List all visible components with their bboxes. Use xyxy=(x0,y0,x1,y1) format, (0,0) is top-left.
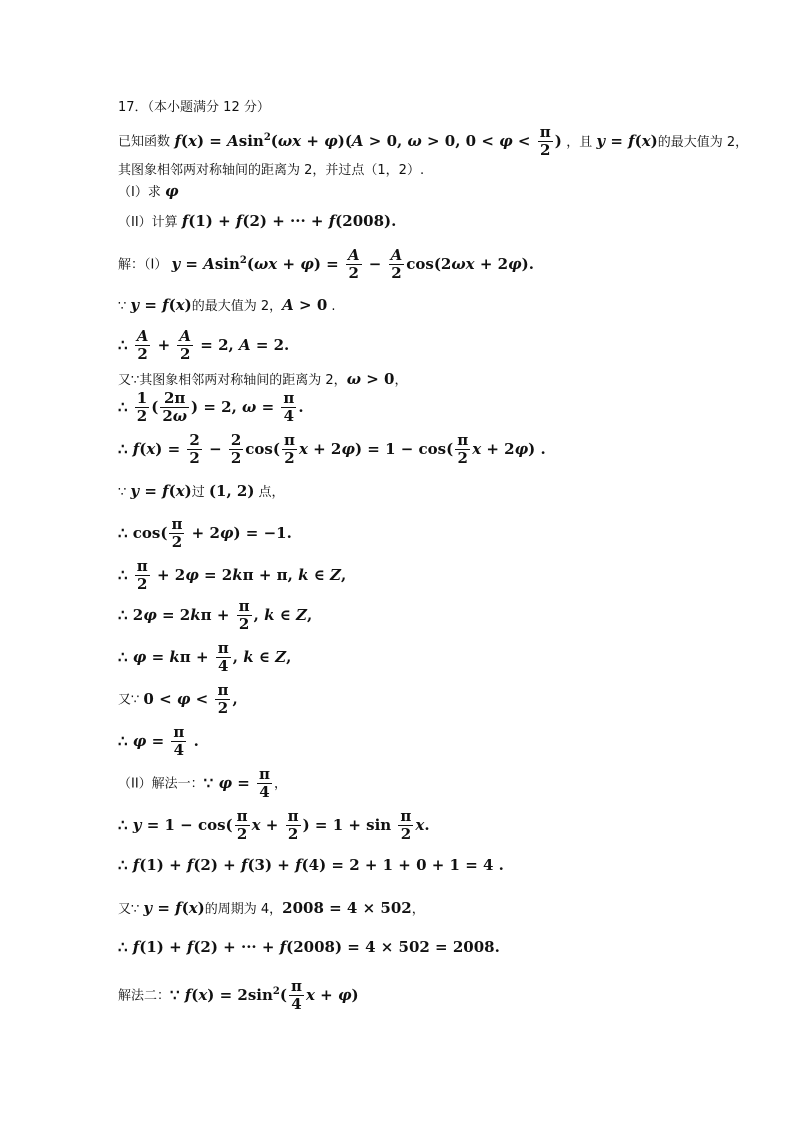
solution-step-11: ∴ φ = kπ + $\frac{\pi}{4}$ , k ∈ Z, xyxy=(118,639,292,675)
solution-step-17: 又∵ y = f(x)的周期为 4，2008 = 4 × 502， xyxy=(118,899,425,917)
solution-step-8: ∴ cos( $\frac{\pi}{2}$ + 2φ) = −1. xyxy=(118,515,292,551)
solution-step-2: ∵ y = f(x)的最大值为 2，A > 0 . xyxy=(118,296,336,314)
solution-step-16: ∴ f(1) + f(2) + f(3) + f(4) = 2 + 1 + 0 + 1 = 4 . xyxy=(118,856,504,874)
given-expression: f(x) = Asin$^2$(ωx + φ)(A > 0, ω > 0, 0 < φ < $\frac{\pi}{2}$ ) xyxy=(174,123,562,159)
solution-step-10: ∴ 2φ = 2kπ + $\frac{\pi}{2}$ , k ∈ Z, xyxy=(118,597,313,633)
problem-header: 17．（本小题满分 12 分） xyxy=(118,100,270,115)
solution-step-3: ∴ $\frac{A}{2}$ + $\frac{A}{2}$ = 2, A = 2. xyxy=(118,327,290,363)
given-suffix: ，且 y = f(x)的最大值为 2， xyxy=(566,131,749,150)
solution-step-1: 解：（I） y = Asin$^2$(ωx + φ) = $\frac{A}{2}$ − $\frac{A}{2}$ cos(2ωx + 2φ). xyxy=(118,246,534,282)
solution-step-5: ∴ $\frac{1}{2}$ ( $\frac{2\pi}{2\omega}$ ) = 2, ω = $\frac{\pi}{4}$ . xyxy=(118,389,304,425)
solution-step-13: ∴ φ = $\frac{\pi}{4}$ . xyxy=(118,723,199,759)
part-1-prompt: （I）求 φ xyxy=(118,182,179,200)
solution-step-4: 又∵其图象相邻两对称轴间的距离为 2，ω > 0， xyxy=(118,370,408,388)
solution-step-6: ∴ f(x) = $\frac{2}{2}$ − $\frac{2}{2}$ cos( $\frac{\pi}{2}$ x + 2φ) = 1 − cos( $\frac{\pi}{2}$ x + 2φ) . xyxy=(118,431,546,467)
solution-step-15: ∴ y = 1 − cos( $\frac{\pi}{2}$ x + $\frac{\pi}{2}$ ) = 1 + sin $\frac{\pi}{2}$ x. xyxy=(118,807,430,843)
solution-step-18: ∴ f(1) + f(2) + ··· + f(2008) = 4 × 502 = 2008. xyxy=(118,938,500,956)
solution-step-12: 又∵ 0 < φ < $\frac{\pi}{2}$ , xyxy=(118,681,238,717)
part-2-prompt: （II）计算 f(1) + f(2) + ··· + f(2008). xyxy=(118,212,397,230)
problem-given-line2: 其图象相邻两对称轴间的距离为 2，并过点（1，2）. xyxy=(118,163,425,178)
solution-step-9: ∴ $\frac{\pi}{2}$ + 2φ = 2kπ + π, k ∈ Z, xyxy=(118,557,347,593)
problem-given xyxy=(118,124,748,159)
solution-step-7: ∵ y = f(x)过 (1, 2) 点， xyxy=(118,482,285,500)
solution-part2-method1: （II）解法一：∵ φ = $\frac{\pi}{4}$ ， xyxy=(118,765,288,801)
given-prefix: 已知函数 xyxy=(118,134,171,150)
solution-method2: 解法二：∵ $f(x) = 2\sin^2$( $\frac{\pi}{4}$ x + φ) xyxy=(118,977,359,1013)
